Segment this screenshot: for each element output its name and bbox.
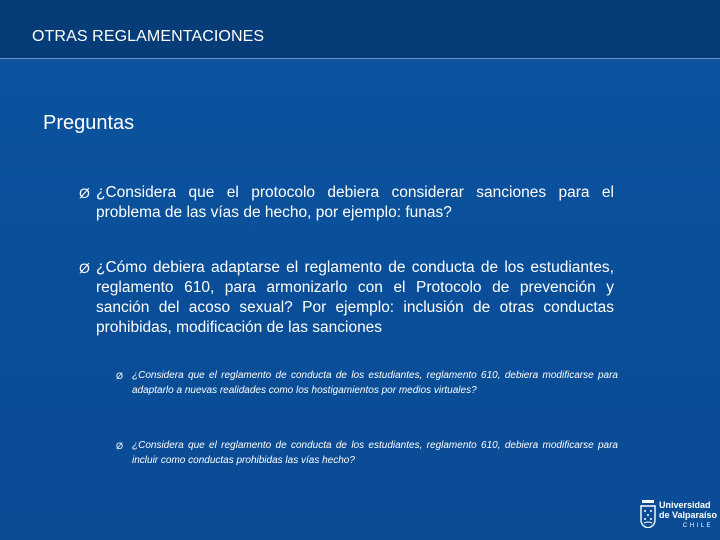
sub-bullet-item xyxy=(116,439,618,468)
bullet-text: ¿Cómo debiera adaptarse el reglamento de conducta de los estudiantes, reglamento 610, para armonizarlo con el Protocolo de prevención y sanción del acoso sexual? Por ejemplo: inclusión de otras conductas prohibidas, modificación de las sanciones xyxy=(96,259,614,336)
logo-line-1: Universidad xyxy=(659,500,711,510)
logo-text xyxy=(659,500,717,531)
section-heading: Preguntas xyxy=(43,112,135,134)
bullet-arrow-icon: Ø xyxy=(79,185,90,201)
bullet-item xyxy=(79,183,614,223)
slide-title: OTRAS REGLAMENTACIONES xyxy=(32,28,265,45)
sub-bullet-text: ¿Considera que el reglamento de conducta de los estudiantes, reglamento 610, debiera modificarse para incluir como conductas prohibidas las vías hecho? xyxy=(132,440,618,466)
bullet-arrow-icon: Ø xyxy=(79,260,90,276)
logo-line-2: de Valparaíso xyxy=(659,510,718,520)
bullet-arrow-icon: Ø xyxy=(116,441,124,451)
university-logo xyxy=(638,496,718,532)
bullet-item xyxy=(79,258,614,338)
bullet-text: ¿Considera que el protocolo debiera considerar sanciones para el problema de las vías de hecho, por ejemplo: funas? xyxy=(96,184,614,221)
logo-line-3: CHILE xyxy=(682,523,714,529)
sub-bullet-text: ¿Considera que el reglamento de conducta de los estudiantes, reglamento 610, debiera modificarse para adaptarlo a nuevas realidades como los hostigamientos por medios virtuales? xyxy=(132,370,618,396)
header-bar xyxy=(0,0,720,59)
university-crest-icon xyxy=(640,500,656,528)
bullet-arrow-icon: Ø xyxy=(116,371,124,381)
sub-bullet-item xyxy=(116,369,618,398)
